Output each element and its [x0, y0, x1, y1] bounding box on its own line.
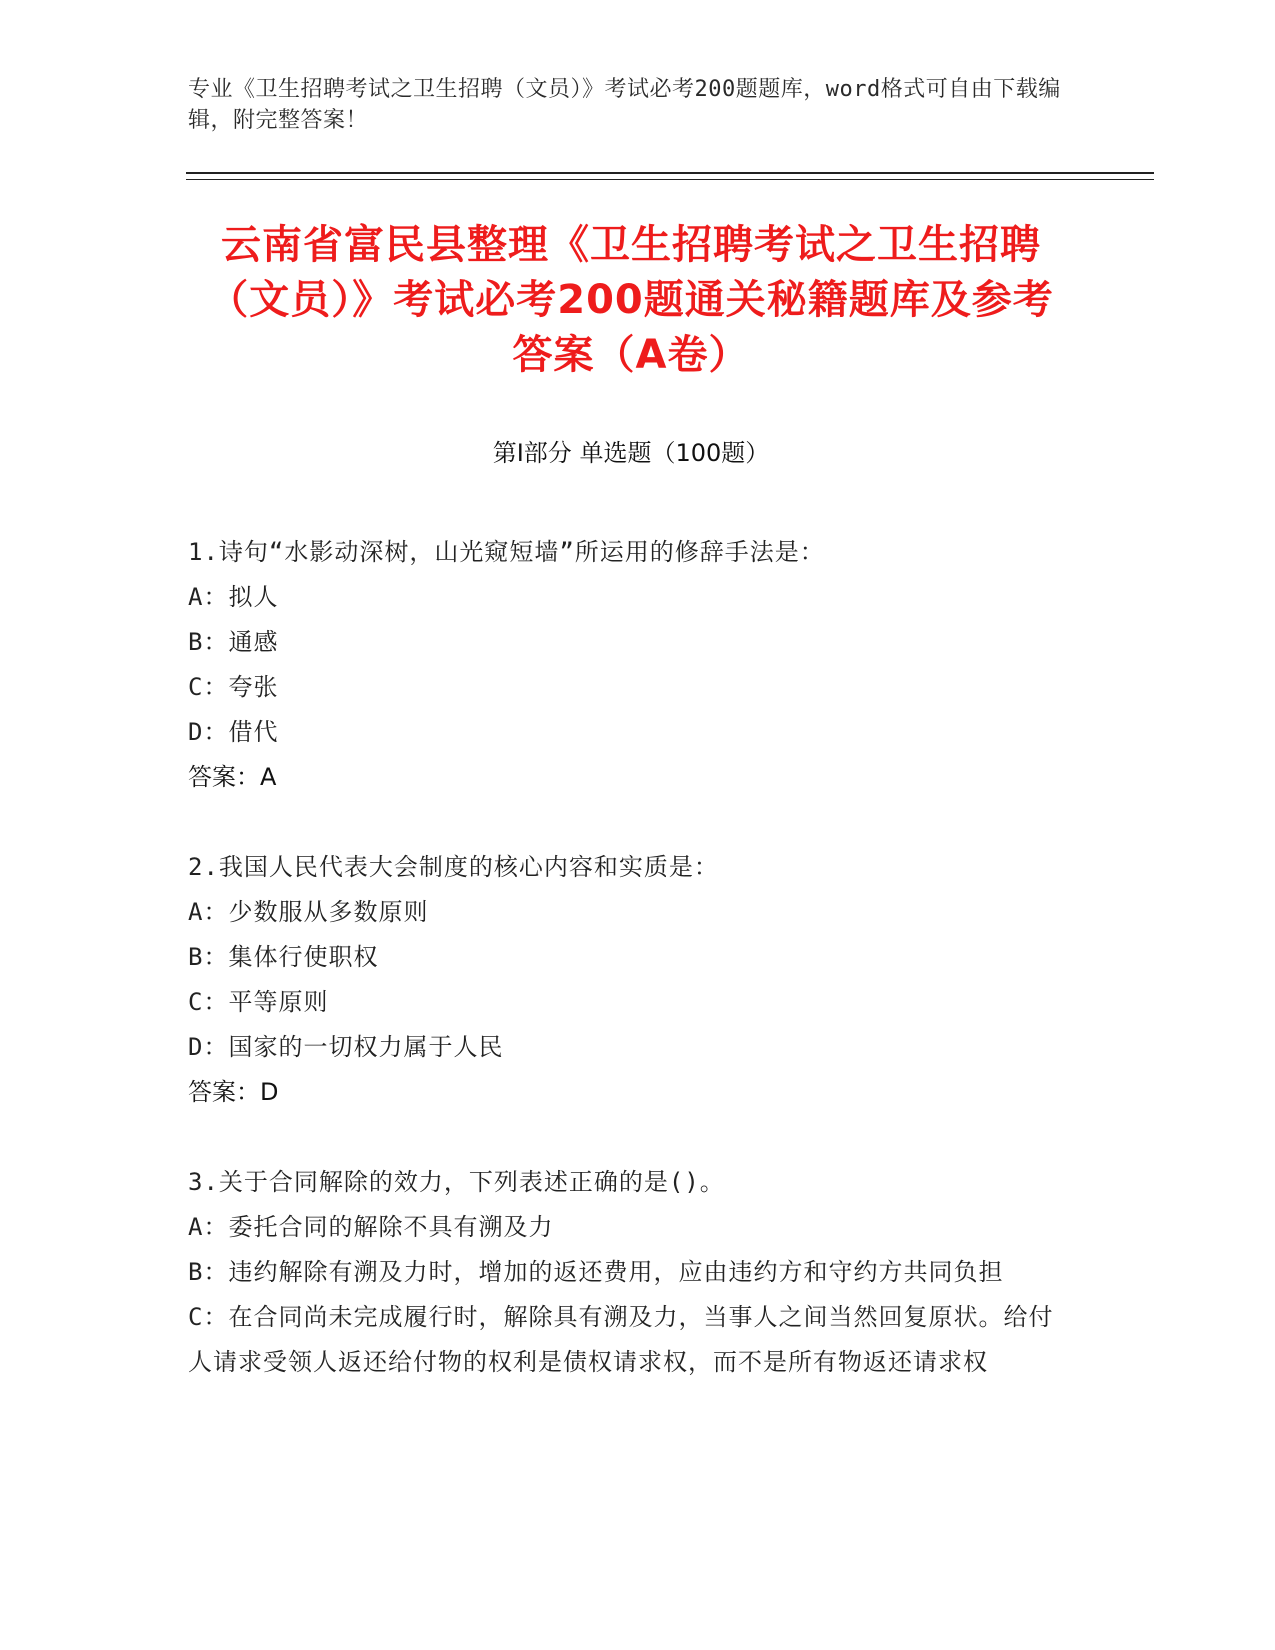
- option-b: B：通感: [188, 628, 279, 656]
- option-d: D：借代: [188, 718, 279, 746]
- option-c: C：在合同尚未完成履行时，解除具有溯及力，当事人之间当然回复原状。给付人请求受领人返还给付物的权利是债权请求权，而不是所有物返还请求权: [188, 1303, 1054, 1376]
- option-c: C：平等原则: [188, 988, 329, 1016]
- header-note: 专业《卫生招聘考试之卫生招聘（文员）》考试必考200题题库，word格式可自由下载编辑，附完整答案！: [188, 77, 1061, 133]
- option-b: B：违约解除有溯及力时，增加的返还费用，应由违约方和守约方共同负担: [188, 1258, 1004, 1286]
- option-b: B：集体行使职权: [188, 943, 379, 971]
- question-stem: 3.关于合同解除的效力，下列表述正确的是()。: [188, 1168, 725, 1196]
- question-2: [188, 845, 1068, 1115]
- question-stem: 2.我国人民代表大会制度的核心内容和实质是：: [188, 853, 719, 881]
- option-c: C：夸张: [188, 673, 279, 701]
- question-3: [188, 1160, 1068, 1385]
- option-d: D：国家的一切权力属于人民: [188, 1033, 504, 1061]
- document-title: 云南省富民县整理《卫生招聘考试之卫生招聘（文员）》考试必考200题通关秘籍题库及参考答案（A卷）: [208, 222, 1054, 378]
- question-1: [188, 530, 1068, 800]
- answer-key: 答案：D: [188, 1078, 279, 1106]
- question-list: [188, 530, 1068, 1385]
- answer-key: 答案：A: [188, 763, 277, 791]
- option-a: A：拟人: [188, 583, 279, 611]
- header-divider-thick: [186, 172, 1154, 174]
- option-a: A：少数服从多数原则: [188, 898, 429, 926]
- section-title: 第I部分 单选题（100题）: [492, 439, 770, 467]
- option-a: A：委托合同的解除不具有溯及力: [188, 1213, 554, 1241]
- question-stem: 1.诗句“水影动深树，山光窥短墙”所运用的修辞手法是：: [188, 538, 825, 566]
- header-divider-thin: [186, 179, 1154, 180]
